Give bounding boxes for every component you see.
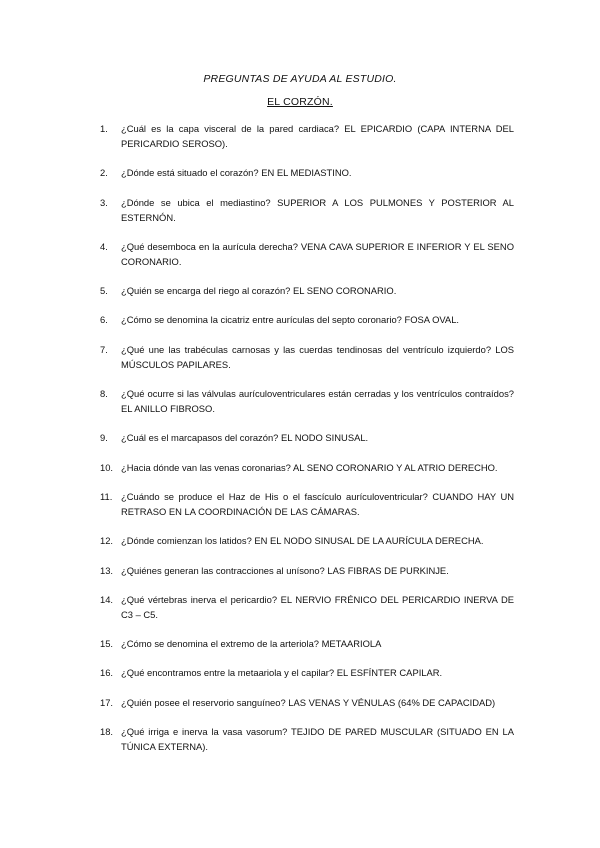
- question-number: 5.: [100, 285, 108, 297]
- document-subtitle: EL CORZÓN.: [267, 96, 333, 108]
- question-item: [0, 533, 600, 548]
- question-number: 14.: [100, 593, 114, 605]
- question-number: 8.: [100, 388, 108, 400]
- question-number: 15.: [100, 638, 114, 650]
- question-text: ¿Qué desemboca en la aurícula derecha? VENA CAVA SUPERIOR E INFERIOR Y EL SENO CORONARIO.: [121, 240, 514, 267]
- question-text: ¿Qué vértebras inerva el pericardio? EL NERVIO FRÉNICO DEL PERICARDIO INERVA DE C3 – C5.: [121, 593, 514, 620]
- question-text: ¿Dónde comienzan los latidos? EN EL NODO SINUSAL DE LA AURÍCULA DERECHA.: [121, 535, 484, 547]
- question-item: [0, 665, 600, 680]
- question-text: ¿Quién se encarga del riego al corazón? EL SENO CORONARIO.: [121, 285, 397, 297]
- question-number: 1.: [100, 123, 108, 134]
- question-item: [0, 724, 600, 754]
- question-text: ¿Cómo se denomina la cicatriz entre aurículas del septo coronario? FOSA OVAL.: [121, 314, 460, 326]
- question-number: 6.: [100, 314, 108, 326]
- question-number: 3.: [100, 196, 108, 208]
- question-text: ¿Qué irriga e inerva la vasa vasorum? TEJIDO DE PARED MUSCULAR (SITUADO EN LA TÚNICA EXTERNA).: [121, 726, 514, 753]
- question-item: [0, 121, 600, 151]
- question-item: [0, 386, 600, 416]
- question-number: 2.: [100, 167, 108, 179]
- question-text: ¿Qué ocurre si las válvulas aurículoventriculares están cerradas y los ventrículos contraídos? EL ANILLO FIBROSO.: [121, 388, 514, 415]
- question-number: 7.: [100, 343, 108, 355]
- question-text: ¿Dónde se ubica el mediastino? SUPERIOR A LOS PULMONES Y POSTERIOR AL ESTERNÓN.: [121, 196, 514, 223]
- question-number: 11.: [100, 490, 113, 502]
- document-title: PREGUNTAS DE AYUDA AL ESTUDIO.: [203, 73, 397, 85]
- question-text: ¿Qué encontramos entre la metaariola y el capilar? EL ESFÍNTER CAPILAR.: [121, 667, 443, 679]
- question-number: 18.: [100, 726, 114, 738]
- question-number: 17.: [100, 696, 114, 708]
- question-item: [0, 342, 600, 372]
- question-text: ¿Qué une las trabéculas carnosas y las cuerdas tendinosas del ventrículo izquierdo? LOS MÚSCULOS PAPILARES.: [121, 343, 514, 370]
- question-item: [0, 695, 600, 710]
- question-list: [0, 121, 600, 768]
- question-item: [0, 165, 600, 180]
- question-text: ¿Cuál es el marcapasos del corazón? EL NODO SINUSAL.: [121, 432, 369, 444]
- question-number: 4.: [100, 240, 108, 252]
- question-item: [0, 489, 600, 519]
- question-item: [0, 430, 600, 445]
- question-item: [0, 563, 600, 578]
- question-text: ¿Hacia dónde van las venas coronarias? AL SENO CORONARIO Y AL ATRIO DERECHO.: [121, 461, 498, 473]
- question-item: [0, 312, 600, 327]
- question-number: 13.: [100, 564, 114, 576]
- question-item: [0, 460, 600, 475]
- question-number: 9.: [100, 432, 108, 444]
- question-item: [0, 283, 600, 298]
- question-number: 12.: [100, 535, 114, 547]
- question-text: ¿Quiénes generan las contracciones al unísono? LAS FIBRAS DE PURKINJE.: [121, 564, 449, 576]
- question-item: [0, 195, 600, 225]
- question-number: 10.: [100, 461, 114, 473]
- question-text: ¿Dónde está situado el corazón? EN EL MEDIASTINO.: [121, 167, 352, 179]
- question-text: ¿Quién posee el reservorio sanguíneo? LAS VENAS Y VÉNULAS (64% DE CAPACIDAD): [121, 696, 496, 708]
- question-item: [0, 239, 600, 269]
- question-item: [0, 636, 600, 651]
- question-text: ¿Cuándo se produce el Haz de His o el fascículo aurículoventricular? CUANDO HAY UN RETRASO EN LA COORDINACIÓN DE LAS CÁMARAS.: [121, 490, 514, 517]
- question-text: ¿Cómo se denomina el extremo de la arteriola? METAARIOLA: [121, 638, 382, 650]
- question-number: 16.: [100, 667, 114, 679]
- question-text: ¿Cuál es la capa visceral de la pared cardiaca? EL EPICARDIO (CAPA INTERNA DEL PERICARDIO SEROSO).: [121, 123, 514, 149]
- question-item: [0, 592, 600, 622]
